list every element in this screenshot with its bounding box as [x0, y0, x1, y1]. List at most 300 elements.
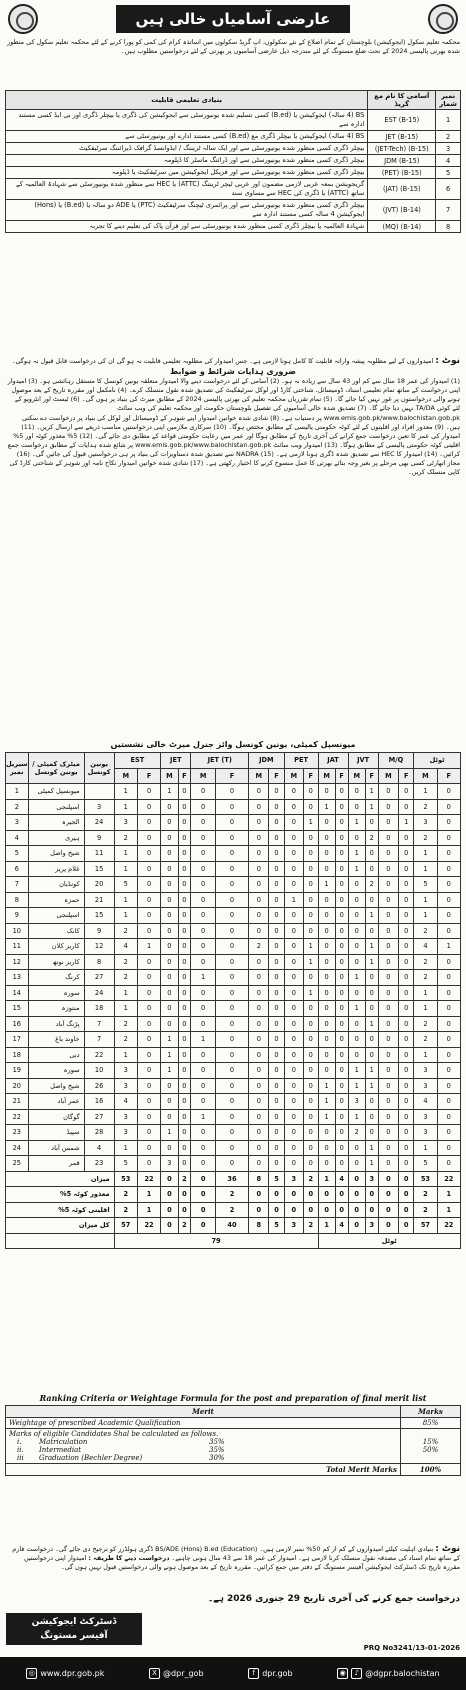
merit-cell: 1: [114, 1140, 137, 1156]
merit-cell: 0: [249, 830, 269, 846]
footer-tk-text: @dgpr.balochistan: [365, 1669, 440, 1678]
merit-col-post: JET: [161, 753, 191, 769]
merit-uc-name: سورہ: [28, 1063, 84, 1079]
merit-cell: 0: [249, 877, 269, 893]
merit-row: [6, 908, 461, 924]
merit-cell: 1: [114, 846, 137, 862]
merit-cell: 0: [304, 923, 318, 939]
merit-cell: 0: [304, 908, 318, 924]
merit-summary-cell: 2: [304, 1218, 318, 1234]
merit-cell: 0: [399, 1109, 414, 1125]
merit-cell: 0: [437, 970, 460, 986]
merit-cell: 0: [137, 846, 160, 862]
merit-cell: 0: [335, 954, 348, 970]
merit-uc-name: سورہ: [28, 985, 84, 1001]
merit-col-post: M/Q: [378, 753, 414, 769]
merit-row: [6, 1047, 461, 1063]
merit-cell: 0: [137, 815, 160, 831]
merit-cell: 0: [437, 846, 460, 862]
ranking-item-label: Intermediat: [39, 1446, 82, 1454]
merit-serial: 13: [6, 970, 29, 986]
merit-col-female: F: [137, 768, 160, 784]
merit-cell: 0: [348, 1140, 365, 1156]
post-serial: 4: [436, 155, 461, 167]
merit-cell: 3: [414, 1125, 437, 1141]
post-serial: 5: [436, 167, 461, 179]
apply-heading: درخواست دینے کا طریقہ :: [88, 1554, 170, 1563]
merit-cell: 0: [304, 830, 318, 846]
merit-cell: 0: [284, 970, 304, 986]
merit-cell: 0: [269, 1032, 284, 1048]
merit-cell: 0: [178, 846, 191, 862]
footer-x[interactable]: [149, 1668, 204, 1679]
footer-web[interactable]: [26, 1668, 104, 1679]
merit-uc-count: 3: [84, 799, 114, 815]
merit-summary-cell: 53: [414, 1171, 437, 1187]
merit-cell: 0: [335, 970, 348, 986]
merit-cell: 0: [335, 1063, 348, 1079]
merit-cell: 1: [365, 1156, 378, 1172]
merit-summary-cell: 22: [437, 1171, 460, 1187]
merit-cell: 1: [114, 861, 137, 877]
merit-cell: 0: [284, 1032, 304, 1048]
merit-uc-count: 9: [84, 923, 114, 939]
merit-summary-cell: 0: [249, 1202, 269, 1218]
post-row: [6, 167, 461, 179]
merit-cell: 0: [249, 1094, 269, 1110]
merit-cell: 1: [348, 970, 365, 986]
merit-summary-cell: 0: [399, 1218, 414, 1234]
post-serial: 2: [436, 131, 461, 143]
merit-uc-count: 4: [84, 1140, 114, 1156]
merit-uc-name: گوگان: [28, 1109, 84, 1125]
merit-cell: 0: [399, 784, 414, 800]
post-name: (JET-Tech) (B-15): [368, 143, 436, 155]
merit-cell: 0: [161, 799, 178, 815]
merit-cell: 0: [437, 830, 460, 846]
merit-cell: 1: [318, 799, 335, 815]
merit-summary-cell: 36: [215, 1171, 248, 1187]
merit-cell: 0: [378, 830, 398, 846]
merit-uc-count: 23: [84, 1156, 114, 1172]
ranking-total-marks: 100%: [401, 1464, 461, 1476]
merit-uc-count: 8: [84, 954, 114, 970]
merit-uc-count: 27: [84, 970, 114, 986]
ranking-title: Ranking Criteria or Weightage Formula for the post and preparation of final merit list: [39, 1393, 427, 1403]
merit-uc-count: 24: [84, 815, 114, 831]
merit-cell: 0: [399, 939, 414, 955]
merit-cell: 1: [191, 970, 216, 986]
merit-col-male: M: [318, 768, 335, 784]
merit-summary-cell: 0: [178, 1187, 191, 1203]
merit-cell: 0: [378, 1016, 398, 1032]
merit-cell: 0: [335, 939, 348, 955]
merit-cell: 0: [365, 923, 378, 939]
merit-summary-cell: 1: [437, 1187, 460, 1203]
merit-cell: 0: [335, 1016, 348, 1032]
merit-cell: 1: [304, 985, 318, 1001]
header: [4, 4, 462, 36]
merit-cell: 0: [335, 1001, 348, 1017]
merit-cell: 0: [178, 1109, 191, 1125]
merit-cell: 0: [304, 1125, 318, 1141]
merit-cell: 0: [161, 892, 178, 908]
merit-cell: 0: [137, 1156, 160, 1172]
merit-cell: 0: [378, 954, 398, 970]
merit-cell: 0: [284, 985, 304, 1001]
post-qualification: بیچلر ڈگری کسی منظور شدہ یونیورسٹی سے اور فزیکل ایجوکیشن میں سرٹیفکیٹ یا ڈپلومہ: [6, 167, 368, 179]
merit-cell: 0: [191, 1047, 216, 1063]
merit-row: [6, 923, 461, 939]
merit-serial: 3: [6, 815, 29, 831]
merit-uc-name: الجیرہ: [28, 815, 84, 831]
ranking-item-pct: 30%: [209, 1454, 225, 1462]
merit-cell: 0: [284, 1016, 304, 1032]
merit-col-post: EST: [114, 753, 161, 769]
merit-cell: 0: [137, 1016, 160, 1032]
merit-cell: 2: [114, 830, 137, 846]
merit-serial: 19: [6, 1063, 29, 1079]
merit-summary-cell: 0: [399, 1202, 414, 1218]
merit-cell: 0: [365, 1001, 378, 1017]
merit-uc-name: اسپلنجی: [28, 908, 84, 924]
merit-cell: 0: [178, 1125, 191, 1141]
merit-cell: 1: [114, 985, 137, 1001]
merit-summary-cell: 0: [191, 1187, 216, 1203]
notes-section: [6, 357, 460, 477]
merit-cell: 2: [365, 877, 378, 893]
merit-cell: 0: [284, 799, 304, 815]
merit-cell: 0: [178, 985, 191, 1001]
merit-cell: 0: [378, 1140, 398, 1156]
merit-cell: 0: [437, 877, 460, 893]
merit-cell: 0: [215, 799, 248, 815]
note-text: امیدواروں کے لیے مطلوبہ پیشہ وارانہ قابلیت کا کامل ہونا لازمی ہے۔ جس امیدوار کی مطلوبہ تعلیمی قابلیت نہ ہو گی ان کی درخواست قابل قبول نہ ہوگی۔: [11, 357, 434, 365]
merit-cell: 0: [249, 1140, 269, 1156]
merit-cell: 0: [284, 784, 304, 800]
merit-cell: 0: [284, 861, 304, 877]
merit-row: [6, 799, 461, 815]
merit-cell: 0: [161, 939, 178, 955]
merit-cell: 0: [318, 939, 335, 955]
merit-cell: 0: [437, 784, 460, 800]
merit-cell: 0: [161, 861, 178, 877]
merit-cell: 0: [304, 846, 318, 862]
merit-cell: 0: [191, 1063, 216, 1079]
merit-cell: 0: [161, 1001, 178, 1017]
merit-col-male: M: [249, 768, 269, 784]
ranking-item-pct: 35%: [209, 1446, 225, 1454]
merit-cell: 0: [335, 1156, 348, 1172]
merit-cell: 0: [178, 1078, 191, 1094]
merit-cell: 0: [269, 1047, 284, 1063]
merit-cell: 0: [215, 1125, 248, 1141]
merit-summary-cell: 0: [304, 1202, 318, 1218]
merit-cell: 0: [215, 1032, 248, 1048]
merit-cell: 0: [178, 908, 191, 924]
merit-cell: 0: [249, 861, 269, 877]
merit-serial: 22: [6, 1109, 29, 1125]
merit-summary-cell: 3: [365, 1218, 378, 1234]
merit-cell: 0: [191, 985, 216, 1001]
intro-paragraph: محکمہ تعلیم سکول (ایجوکیشن) بلوچستان کے تمام اضلاع کے نئے سکولوں، اپ گریڈ سکولوں میں اساتذہ کرام کی کمی کو پورا کرنے کے لئے محکمہ تعلیم سکول کی منظور شدہ بھرتی پالیسی 2024 کے تحت ضلع مستونگ کے لئے مندرجہ ذیل عارضی آسامیوں پر بھرتی کے لئے درخواستیں مطلوب ہیں۔: [7, 38, 460, 56]
merit-cell: 2: [348, 1125, 365, 1141]
merit-cell: 0: [348, 784, 365, 800]
merit-cell: 0: [318, 1032, 335, 1048]
merit-cell: 0: [191, 1140, 216, 1156]
merit-summary-cell: 0: [161, 1202, 178, 1218]
merit-serial: 20: [6, 1078, 29, 1094]
merit-cell: 5: [414, 1156, 437, 1172]
merit-cell: 0: [335, 1047, 348, 1063]
merit-cell: 0: [304, 877, 318, 893]
merit-cell: 0: [137, 985, 160, 1001]
merit-cell: 0: [215, 892, 248, 908]
merit-uc-name: خاوند باغ: [28, 1032, 84, 1048]
merit-cell: 0: [249, 815, 269, 831]
merit-cell: 0: [137, 1078, 160, 1094]
merit-head-row: [6, 753, 461, 769]
ranking-row-calc: [6, 1429, 401, 1464]
merit-summary-cell: 1: [318, 1171, 335, 1187]
merit-cell: 0: [178, 1032, 191, 1048]
merit-cell: 1: [437, 939, 460, 955]
merit-serial: 25: [6, 1156, 29, 1172]
merit-summary-cell: 0: [399, 1187, 414, 1203]
merit-cell: 0: [161, 954, 178, 970]
merit-row: [6, 830, 461, 846]
merit-serial: 10: [6, 923, 29, 939]
merit-uc-name: شیخ واصل: [28, 1078, 84, 1094]
merit-cell: 0: [269, 892, 284, 908]
merit-cell: 1: [114, 799, 137, 815]
merit-cell: 0: [335, 799, 348, 815]
merit-cell: 0: [191, 830, 216, 846]
merit-cell: 1: [414, 1047, 437, 1063]
merit-cell: 0: [249, 985, 269, 1001]
merit-cell: 0: [284, 1156, 304, 1172]
merit-cell: 0: [284, 923, 304, 939]
merit-cell: 1: [348, 1063, 365, 1079]
merit-cell: 0: [348, 1016, 365, 1032]
merit-cell: 0: [161, 1140, 178, 1156]
merit-summary-cell: 1: [137, 1187, 160, 1203]
merit-cell: 0: [284, 939, 304, 955]
merit-cell: 0: [365, 1032, 378, 1048]
merit-serial: 6: [6, 861, 29, 877]
merit-cell: 0: [318, 1125, 335, 1141]
merit-cell: 0: [365, 1094, 378, 1110]
merit-cell: 0: [437, 1001, 460, 1017]
merit-cell: 0: [178, 1156, 191, 1172]
merit-cell: 0: [215, 1094, 248, 1110]
merit-cell: 0: [161, 877, 178, 893]
merit-serial: 1: [6, 784, 29, 800]
merit-cell: 0: [191, 908, 216, 924]
merit-cell: 4: [414, 939, 437, 955]
merit-cell: 0: [191, 815, 216, 831]
merit-col-post: JAT: [318, 753, 348, 769]
post-qualification: بیچلر ڈگری کسی منظور شدہ یونیورسٹی سے اور ڈرائنگ ماسٹر کا ڈپلومہ: [6, 155, 368, 167]
merit-cell: 0: [137, 877, 160, 893]
merit-cell: 0: [348, 1032, 365, 1048]
merit-cell: 0: [215, 985, 248, 1001]
merit-cell: 0: [161, 1109, 178, 1125]
merit-cell: 0: [399, 954, 414, 970]
merit-cell: 0: [304, 1016, 318, 1032]
merit-cell: 3: [414, 1063, 437, 1079]
merit-cell: 0: [318, 1001, 335, 1017]
merit-serial: 23: [6, 1125, 29, 1141]
merit-cell: 0: [378, 1032, 398, 1048]
merit-cell: 0: [399, 923, 414, 939]
merit-summary-cell: 0: [378, 1187, 398, 1203]
merit-cell: 0: [284, 1047, 304, 1063]
merit-cell: 0: [269, 815, 284, 831]
merit-cell: 0: [178, 799, 191, 815]
merit-cell: 0: [215, 1140, 248, 1156]
merit-cell: 0: [335, 1140, 348, 1156]
merit-cell: 0: [249, 908, 269, 924]
merit-summary-cell: 0: [161, 1187, 178, 1203]
merit-cell: 0: [399, 1001, 414, 1017]
merit-cell: 0: [137, 830, 160, 846]
footer-web-text: www.dpr.gob.pk: [40, 1669, 105, 1678]
ranking-item-num: i.: [17, 1438, 22, 1446]
conditions-text: (1) امیدوار کی عمر 18 سال سے کم اور 43 سال سے زیادہ نہ ہو۔ (2) آسامی کے لئے درخواست دینے والا امیدوار متعلقہ یونین کونسل کا مستقل رہائشی ہو۔ (3) امیدوار اپنی درخواست کے ساتھ تمام تعلیمی اسناد، ڈومیسائل، شناختی کارڈ اور لوکل سرٹیفکیٹ کی تصدیق شدہ نقول منسلک کرے۔ (4) نامکمل اور مقررہ تاریخ کے بعد موصول ہونے والی درخواستوں پر غور نہیں کیا جائے گا۔ (5) تمام تقرریاں محکمہ تعلیم کی بھرتی پالیسی 2024 کے مطابق میرٹ کی بنیاد پر ہوں گی۔ (6) ٹیسٹ اور انٹرویو کے لئے کوئی TA/DA نہیں دیا جائے گا۔ (7) تصدیق شدہ خالی آسامیوں کی تفصیل بلوچستان حکومت اور محکمہ تعلیم کی ویب سائٹ www.emis.gob.pk/www.balochistan.gob.pk پر دستیاب ہے۔ (8) شادی شدہ خواتین امیدوار اپنے شوہر کے ڈومیسائل اور لوکل کی بنیاد پر درخواست دے سکتی ہیں۔ (9) معذور افراد اور اقلیتوں کے لئے کوٹہ حکومتی پالیسی کے مطابق مختص ہوگا۔ (10) سرکاری ملازمین اپنی درخواستیں مناسب ذریعے سے ارسال کریں۔ (11) امیدوار کی عمر کا تعین درخواست جمع کرانے کی آخری تاریخ کے مطابق ہوگا اور عمر میں رعایت حکومتی قواعد کے مطابق دی جائے گی۔ (12) 5% معذور کوٹہ اور 5% اقلیتی کوٹہ حکومتی پالیسی کے مطابق ہوگا۔ (13) امیدوار ویب سائٹ www.emis.gob.pk/www.balochistan.gob.pk پر شائع شدہ ہدایات کے مطابق درخواست جمع کرائیں۔ (14) امیدوار کا HEC سے تصدیق شدہ ڈگری ہونا لازمی ہے۔ (15) NADRA سے تصدیق شدہ دستاویزات کی بنیاد پر ہی درخواستیں قبول کی جائیں گی۔ (16) مجاز اتھارٹی کسی بھی مرحلے پر بغیر وجہ بتائے بھرتی کا عمل منسوخ کرنے کا اختیار رکھتی ہے۔ (17) شادی شدہ خواتین امیدوار نکاح نامہ اور شوہر کے شناختی کارڈ کی کاپی منسلک کریں۔: [7, 377, 460, 477]
merit-cell: 0: [378, 846, 398, 862]
merit-cell: 0: [399, 1032, 414, 1048]
merit-cell: 0: [284, 908, 304, 924]
merit-summary-cell: 2: [114, 1202, 137, 1218]
merit-cell: 3: [414, 1109, 437, 1125]
merit-cell: 0: [335, 985, 348, 1001]
merit-cell: 2: [414, 1016, 437, 1032]
ranking-marks-b: 50%: [422, 1446, 439, 1454]
post-serial: 1: [436, 110, 461, 131]
post-name: (JVT) (B-14): [368, 200, 436, 221]
merit-cell: 0: [191, 784, 216, 800]
merit-cell: 0: [365, 1109, 378, 1125]
merit-cell: 0: [399, 1094, 414, 1110]
merit-cell: 0: [161, 846, 178, 862]
merit-uc-name: قمر: [28, 1156, 84, 1172]
ranking-item-label: Graduation (Bechler Degree): [39, 1454, 143, 1462]
merit-cell: 0: [399, 970, 414, 986]
merit-cell: 0: [191, 799, 216, 815]
merit-cell: 0: [215, 877, 248, 893]
merit-serial: 9: [6, 908, 29, 924]
merit-cell: 0: [399, 1125, 414, 1141]
merit-cell: 0: [437, 954, 460, 970]
merit-cell: 1: [161, 784, 178, 800]
merit-cell: 0: [437, 1156, 460, 1172]
merit-summary-cell: 0: [304, 1187, 318, 1203]
merit-cell: 1: [348, 1001, 365, 1017]
merit-serial: 7: [6, 877, 29, 893]
merit-summary-cell: 3: [284, 1218, 304, 1234]
merit-cell: 0: [249, 1156, 269, 1172]
footer-social[interactable]: [337, 1668, 439, 1679]
merit-cell: 0: [318, 1140, 335, 1156]
merit-cell: 0: [191, 1125, 216, 1141]
merit-grand-blank: [6, 1233, 115, 1249]
merit-summary-cell: 53: [114, 1171, 137, 1187]
government-seal-icon: [428, 4, 458, 34]
footer-facebook[interactable]: [248, 1668, 292, 1679]
merit-cell: 4: [414, 1094, 437, 1110]
merit-cell: 0: [137, 784, 160, 800]
merit-summary-row: [6, 1218, 461, 1234]
merit-cell: 0: [269, 1063, 284, 1079]
merit-row: [6, 846, 461, 862]
merit-cell: 0: [284, 1078, 304, 1094]
merit-cell: 1: [365, 954, 378, 970]
merit-cell: 2: [114, 923, 137, 939]
merit-cell: 1: [365, 939, 378, 955]
merit-serial: 24: [6, 1140, 29, 1156]
merit-cell: 0: [269, 1140, 284, 1156]
merit-summary-cell: 22: [437, 1218, 460, 1234]
merit-col-total: ٹوٹل: [414, 753, 461, 769]
merit-cell: 2: [114, 1032, 137, 1048]
merit-cell: 0: [304, 1109, 318, 1125]
merit-cell: 0: [249, 799, 269, 815]
merit-cell: 0: [215, 846, 248, 862]
merit-uc-count: 20: [84, 877, 114, 893]
merit-col-female: F: [269, 768, 284, 784]
footer-x-text: @dpr_gob: [163, 1669, 204, 1678]
merit-cell: 0: [137, 1001, 160, 1017]
merit-cell: 0: [399, 892, 414, 908]
merit-cell: 1: [365, 1063, 378, 1079]
conditions-title: ضروری ہدایات شرائط و ضوابط: [169, 367, 297, 377]
ranking-item-num: iii: [17, 1454, 24, 1462]
merit-cell: 0: [335, 1078, 348, 1094]
merit-cell: 0: [378, 1063, 398, 1079]
merit-serial: 14: [6, 985, 29, 1001]
merit-uc-count: 15: [84, 861, 114, 877]
merit-cell: 0: [137, 954, 160, 970]
ranking-item: [9, 1446, 397, 1454]
signature-box: [6, 1613, 142, 1645]
merit-cell: 0: [137, 1032, 160, 1048]
merit-cell: 0: [269, 985, 284, 1001]
merit-cell: 0: [348, 799, 365, 815]
merit-summary-cell: 0: [284, 1187, 304, 1203]
merit-summary-cell: 22: [137, 1218, 160, 1234]
ranking-row-academic: Weightage of prescribed Academic Qualification: [6, 1418, 401, 1429]
merit-cell: 0: [437, 1032, 460, 1048]
merit-cell: 1: [161, 1032, 178, 1048]
merit-cell: 0: [161, 970, 178, 986]
merit-cell: 0: [269, 1016, 284, 1032]
merit-cell: 0: [161, 815, 178, 831]
merit-cell: 0: [378, 892, 398, 908]
merit-summary-cell: 0: [269, 1187, 284, 1203]
merit-col-male: M: [161, 768, 178, 784]
merit-cell: 1: [114, 892, 137, 908]
merit-cell: 0: [378, 784, 398, 800]
merit-row: [6, 970, 461, 986]
merit-cell: 0: [378, 1078, 398, 1094]
post-row: [6, 110, 461, 131]
merit-cell: 3: [114, 1109, 137, 1125]
merit-cell: 0: [215, 784, 248, 800]
post-qualification: گریجویشن بمعہ عربی لازمی مضمون اور عربی ٹیچر ٹریننگ (ATTC) یا HEC سے منظور شدہ یونیورسٹی سے شہادۃ العالمیہ کے ساتھ (ATTC) یا ڈگری کی HEC سے مساوی سند: [6, 179, 368, 200]
merit-cell: 0: [284, 1125, 304, 1141]
merit-cell: 0: [437, 1109, 460, 1125]
